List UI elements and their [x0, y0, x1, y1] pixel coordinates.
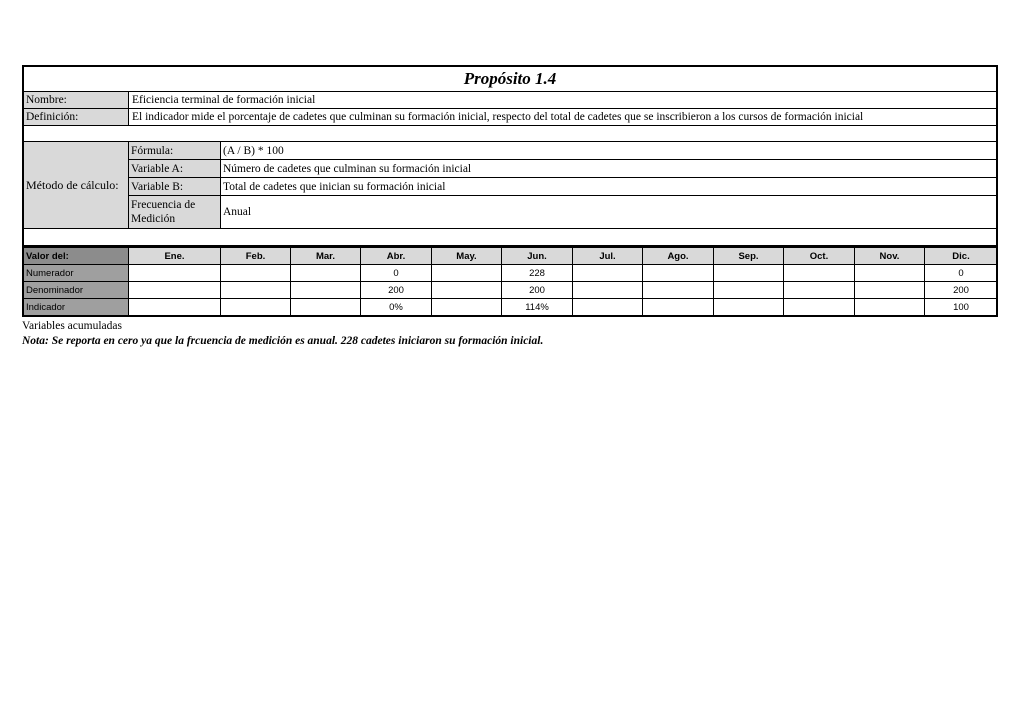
table-cell	[129, 265, 221, 282]
table-cell	[643, 299, 714, 316]
frecuencia-label: Frecuencia de Medición	[129, 196, 221, 228]
table-cell	[291, 265, 361, 282]
table-cell: 100	[925, 299, 998, 316]
variable-a-value: Número de cadetes que culminan su formación inicial	[223, 162, 472, 175]
table-cell	[643, 282, 714, 299]
month-header: Ago.	[643, 248, 714, 265]
variable-a-label: Variable A:	[129, 160, 221, 177]
table-cell	[221, 299, 291, 316]
table-cell	[221, 265, 291, 282]
table-cell	[855, 299, 925, 316]
month-header: Oct.	[784, 248, 855, 265]
values-table-wrap	[22, 247, 998, 317]
table-cell	[432, 265, 502, 282]
month-header: Feb.	[221, 248, 291, 265]
frecuencia-value: Anual	[223, 206, 252, 218]
formula-row	[129, 142, 996, 160]
month-header: Mar.	[291, 248, 361, 265]
table-cell	[432, 282, 502, 299]
month-header: Sep.	[714, 248, 784, 265]
month-header: Nov.	[855, 248, 925, 265]
table-cell	[573, 299, 643, 316]
table-cell: 228	[502, 265, 573, 282]
variable-b-value: Total de cadetes que inician su formación inicial	[223, 180, 446, 193]
definicion-label: Definición:	[24, 109, 129, 125]
nombre-label: Nombre:	[24, 92, 129, 108]
table-cell	[855, 265, 925, 282]
row-label: Denominador	[24, 282, 129, 299]
month-header: Abr.	[361, 248, 432, 265]
table-header-row	[24, 248, 998, 265]
table-cell	[221, 282, 291, 299]
values-table	[23, 247, 998, 316]
nombre-row	[24, 92, 996, 109]
table-cell	[573, 282, 643, 299]
table-cell	[784, 299, 855, 316]
table-cell	[573, 265, 643, 282]
table-cell: 114%	[502, 299, 573, 316]
table-cell	[432, 299, 502, 316]
variable-b-row	[129, 178, 996, 196]
spacer-row	[24, 126, 996, 142]
table-cell: 200	[361, 282, 432, 299]
month-header: Ene.	[129, 248, 221, 265]
table-row-denominador	[24, 282, 998, 299]
indicator-header-box	[22, 65, 998, 247]
page-title: Propósito 1.4	[24, 67, 996, 92]
definicion-row	[24, 109, 996, 126]
month-header: Jun.	[502, 248, 573, 265]
variable-b-label: Variable B:	[129, 178, 221, 195]
table-header-label: Valor del:	[24, 248, 129, 265]
row-label: Numerador	[24, 265, 129, 282]
formula-label: Fórmula:	[129, 142, 221, 159]
table-cell: 0	[361, 265, 432, 282]
spacer-row-2	[24, 229, 996, 245]
table-row-indicador	[24, 299, 998, 316]
table-cell	[714, 282, 784, 299]
month-header: May.	[432, 248, 502, 265]
variables-note: Variables acumuladas	[22, 320, 122, 332]
row-label: Indicador	[24, 299, 129, 316]
table-cell	[291, 299, 361, 316]
table-cell: 0	[925, 265, 998, 282]
table-cell	[291, 282, 361, 299]
frecuencia-row	[129, 196, 996, 228]
metodo-label: Método de cálculo:	[24, 142, 129, 228]
table-cell	[129, 299, 221, 316]
table-cell: 0%	[361, 299, 432, 316]
variable-a-row	[129, 160, 996, 178]
formula-value: (A / B) * 100	[223, 144, 284, 157]
indicator-sheet	[22, 65, 998, 347]
nombre-value: Eficiencia terminal de formación inicial	[132, 94, 316, 106]
table-row-numerador	[24, 265, 998, 282]
table-cell	[129, 282, 221, 299]
table-cell	[855, 282, 925, 299]
table-cell	[643, 265, 714, 282]
table-cell: 200	[502, 282, 573, 299]
table-cell	[714, 265, 784, 282]
month-header: Dic.	[925, 248, 998, 265]
table-cell	[714, 299, 784, 316]
metodo-section	[24, 142, 996, 229]
footnote: Nota: Se reporta en cero ya que la frcuencia de medición es anual. 228 cadetes iniciaron su formación inicial.	[22, 335, 544, 347]
table-cell	[784, 265, 855, 282]
month-header: Jul.	[573, 248, 643, 265]
table-cell	[784, 282, 855, 299]
definicion-value: El indicador mide el porcentaje de cadetes que culminan su formación inicial, respecto del total de cadetes que se inscribieron a los cursos de formación inicial	[132, 111, 864, 123]
table-cell: 200	[925, 282, 998, 299]
